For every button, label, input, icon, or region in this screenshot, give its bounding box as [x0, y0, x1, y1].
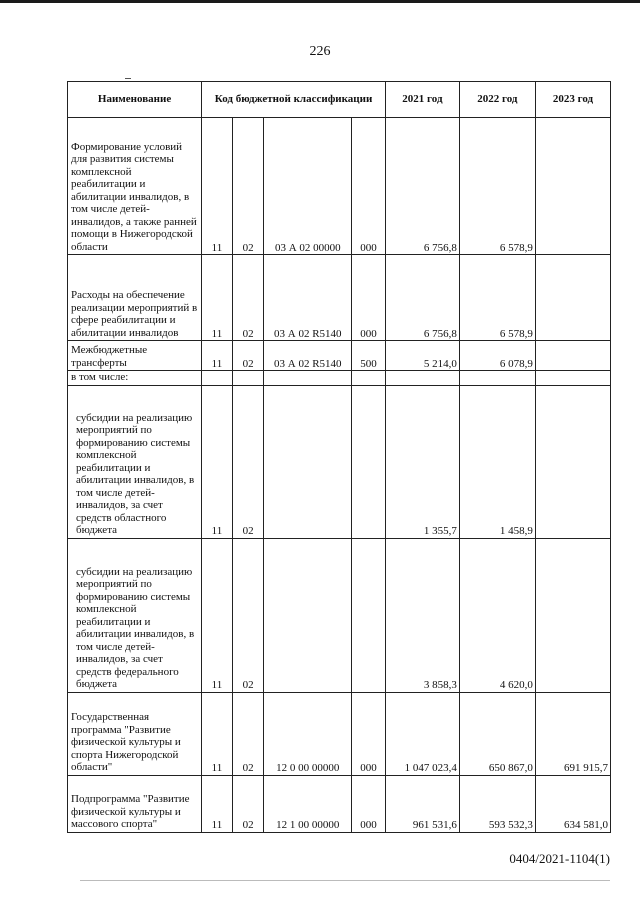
row-code-subsection [232, 371, 264, 386]
table-row [68, 385, 611, 538]
row-code-subsection: 02 [232, 692, 264, 775]
row-value-2023 [535, 371, 610, 386]
row-code-section [202, 371, 233, 386]
row-name: Расходы на обеспечение реализации мероприятий в сфере реабилитации и абилитации инвалидов [68, 255, 202, 341]
row-value-2023 [535, 255, 610, 341]
row-code-subsection: 02 [232, 255, 264, 341]
row-value-2022: 593 532,3 [459, 775, 535, 832]
row-code-target: 03 А 02 R5140 [264, 341, 352, 371]
table-row [68, 775, 611, 832]
row-value-2021: 3 858,3 [385, 538, 459, 692]
table-row [68, 371, 611, 386]
bottom-scan-line [80, 880, 610, 881]
row-code-subsection: 02 [232, 538, 264, 692]
row-code-expense-type: 000 [352, 255, 386, 341]
row-code-section: 11 [202, 775, 233, 832]
row-value-2021: 6 756,8 [385, 255, 459, 341]
table-header-row [68, 82, 611, 118]
row-code-subsection: 02 [232, 341, 264, 371]
row-value-2023 [535, 538, 610, 692]
row-value-2022: 6 578,9 [459, 255, 535, 341]
row-code-section: 11 [202, 692, 233, 775]
row-code-section: 11 [202, 538, 233, 692]
row-code-expense-type [352, 538, 386, 692]
document-code: 0404/2021-1104(1) [509, 851, 610, 866]
row-code-expense-type [352, 385, 386, 538]
row-value-2021 [385, 371, 459, 386]
row-code-target: 03 А 02 R5140 [264, 255, 352, 341]
row-code-expense-type [352, 371, 386, 386]
table-row [68, 118, 611, 255]
row-code-section: 11 [202, 341, 233, 371]
header-2022: 2022 год [459, 82, 535, 118]
row-code-expense-type: 000 [352, 692, 386, 775]
row-code-expense-type: 000 [352, 118, 386, 255]
row-name: субсидии на реализацию мероприятий по формированию системы комплексной реабилитации и абилитации инвалидов, в том числе детей-инвалидов, за счет средств областного бюджета [68, 385, 202, 538]
row-name: Государственная программа "Развитие физической культуры и спорта Нижегородской области" [68, 692, 202, 775]
budget-table [67, 81, 611, 833]
row-code-section: 11 [202, 385, 233, 538]
row-value-2022: 6 078,9 [459, 341, 535, 371]
row-value-2021: 1 355,7 [385, 385, 459, 538]
top-border-line [0, 0, 640, 3]
row-code-subsection: 02 [232, 775, 264, 832]
row-code-section: 11 [202, 118, 233, 255]
row-value-2023 [535, 118, 610, 255]
row-name: Подпрограмма "Развитие физической культуры и массового спорта" [68, 775, 202, 832]
row-value-2023 [535, 341, 610, 371]
row-value-2023: 691 915,7 [535, 692, 610, 775]
header-name: Наименование [68, 82, 202, 118]
row-value-2021: 961 531,6 [385, 775, 459, 832]
row-name: субсидии на реализацию мероприятий по формированию системы комплексной реабилитации и абилитации инвалидов, в том числе детей-инвалидов, за счет средств федерального бюджета [68, 538, 202, 692]
row-code-target: 12 0 00 00000 [264, 692, 352, 775]
table-row [68, 538, 611, 692]
row-value-2021: 5 214,0 [385, 341, 459, 371]
row-code-subsection: 02 [232, 118, 264, 255]
header-2023: 2023 год [535, 82, 610, 118]
row-code-target [264, 385, 352, 538]
row-code-expense-type: 500 [352, 341, 386, 371]
row-code-target: 03 А 02 00000 [264, 118, 352, 255]
row-value-2022: 650 867,0 [459, 692, 535, 775]
table-row [68, 255, 611, 341]
row-code-subsection: 02 [232, 385, 264, 538]
row-value-2023: 634 581,0 [535, 775, 610, 832]
scan-mark [125, 78, 131, 79]
table-row [68, 341, 611, 371]
header-2021: 2021 год [385, 82, 459, 118]
page-number: 226 [309, 44, 331, 59]
row-value-2021: 1 047 023,4 [385, 692, 459, 775]
row-value-2022: 1 458,9 [459, 385, 535, 538]
row-code-target [264, 371, 352, 386]
row-value-2021: 6 756,8 [385, 118, 459, 255]
row-value-2022 [459, 371, 535, 386]
row-name: Формирование условий для развития системы комплексной реабилитации и абилитации инвалидов, в том числе детей-инвалидов, а также ранней помощи в Нижегородской области [68, 118, 202, 255]
row-code-target: 12 1 00 00000 [264, 775, 352, 832]
row-code-target [264, 538, 352, 692]
row-name: в том числе: [68, 371, 202, 386]
row-name: Межбюджетные трансферты [68, 341, 202, 371]
row-code-section: 11 [202, 255, 233, 341]
row-value-2022: 6 578,9 [459, 118, 535, 255]
row-value-2023 [535, 385, 610, 538]
table-row [68, 692, 611, 775]
header-code: Код бюджетной классификации [202, 82, 386, 118]
row-code-expense-type: 000 [352, 775, 386, 832]
row-value-2022: 4 620,0 [459, 538, 535, 692]
